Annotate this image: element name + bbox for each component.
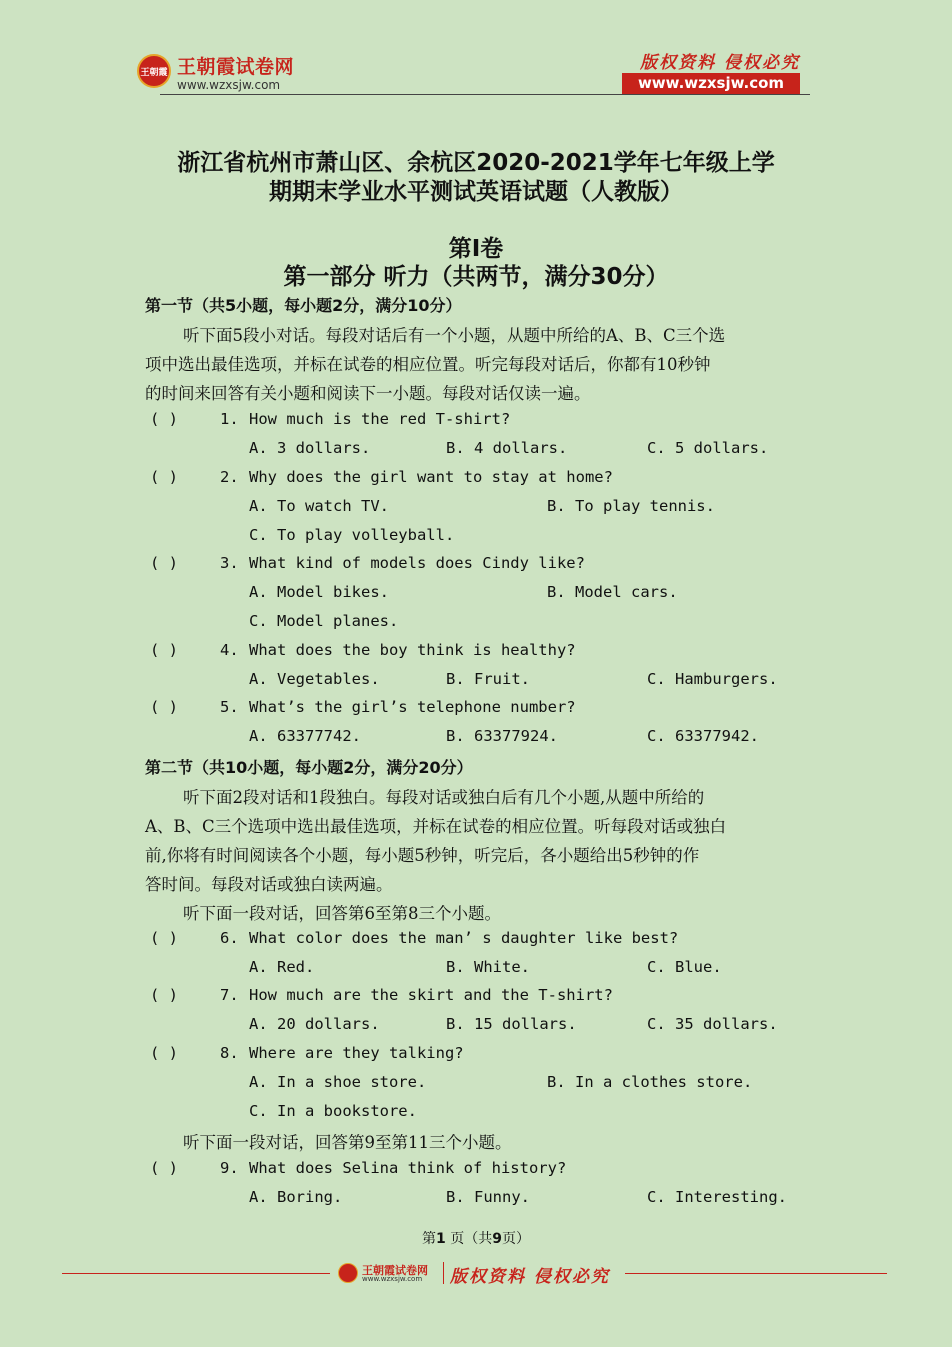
option-b[interactable]: B. 4 dollars.: [446, 439, 568, 457]
brand-url: www.wzxsjw.com: [177, 78, 281, 92]
option-b[interactable]: B. Funny.: [446, 1188, 530, 1206]
section2-intro-line: 听下面2段对话和1段独白。每段对话或独白后有几个小题,从题中所给的: [183, 788, 705, 807]
seal-icon: 王朝霞: [137, 54, 171, 88]
question-text: What’s the girl’s telephone number?: [249, 698, 576, 716]
question-number: 7.: [220, 986, 239, 1004]
section1-intro-line: 项中选出最佳选项，并标在试卷的相应位置。听完每段对话后，你都有10秒钟: [145, 355, 711, 374]
section2-intro-line: A、B、C三个选项中选出最佳选项，并标在试卷的相应位置。听每段对话或独白: [145, 817, 727, 836]
section1-intro-line: 的时间来回答有关小题和阅读下一小题。每段对话仅读一遍。: [145, 384, 591, 403]
section1-heading: 第一节（共5小题，每小题2分，满分10分）: [145, 296, 462, 315]
question-text: Where are they talking?: [249, 1044, 464, 1062]
header-url-badge[interactable]: www.wzxsjw.com: [622, 73, 800, 94]
question-text: What kind of models does Cindy like?: [249, 554, 585, 572]
answer-blank[interactable]: ( ): [150, 468, 178, 486]
footer-brand: 王朝霞试卷网: [362, 1264, 428, 1277]
footer-slogan: 版权资料 侵权必究: [450, 1267, 610, 1287]
question-number: 5.: [220, 698, 239, 716]
option-b[interactable]: B. To play tennis.: [547, 497, 715, 515]
question-number: 2.: [220, 468, 239, 486]
answer-blank[interactable]: ( ): [150, 698, 178, 716]
option-c[interactable]: C. Blue.: [647, 958, 722, 976]
header-divider: [160, 94, 810, 95]
option-a[interactable]: A. 20 dollars.: [249, 1015, 380, 1033]
option-c[interactable]: C. Hamburgers.: [647, 670, 778, 688]
footer-separator: [443, 1262, 444, 1284]
header-slogan-box: [620, 48, 800, 73]
option-a[interactable]: A. To watch TV.: [249, 497, 389, 515]
option-b[interactable]: B. White.: [446, 958, 530, 976]
option-b[interactable]: B. 15 dollars.: [446, 1015, 577, 1033]
option-b[interactable]: B. 63377924.: [446, 727, 558, 745]
question-number: 1.: [220, 410, 239, 428]
option-a[interactable]: A. Boring.: [249, 1188, 343, 1206]
question-text: What does the boy think is healthy?: [249, 641, 576, 659]
exam-title-line1: 浙江省杭州市萧山区、余杭区2020-2021学年七年级上学: [177, 150, 775, 176]
header-slogan: 版权资料 侵权必究: [640, 53, 800, 73]
answer-blank[interactable]: ( ): [150, 1044, 178, 1062]
question-number: 4.: [220, 641, 239, 659]
page-number: 第1 页（共9页）: [422, 1231, 530, 1247]
option-c[interactable]: C. To play volleyball.: [249, 526, 455, 544]
option-c[interactable]: C. 5 dollars.: [647, 439, 769, 457]
option-a[interactable]: A. Red.: [249, 958, 315, 976]
section2-heading: 第二节（共10小题，每小题2分，满分20分）: [145, 758, 473, 777]
question-text: What does Selina think of history?: [249, 1159, 567, 1177]
question-text: How much is the red T-shirt?: [249, 410, 511, 428]
section1-intro-line: 听下面5段小对话。每段对话后有一个小题，从题中所给的A、B、C三个选: [183, 326, 726, 345]
section2-intro-line: 答时间。每段对话或独白读两遍。: [145, 875, 393, 894]
answer-blank[interactable]: ( ): [150, 410, 178, 428]
brand-name: 王朝霞试卷网: [177, 56, 295, 78]
question-number: 6.: [220, 929, 239, 947]
option-c[interactable]: C. Interesting.: [647, 1188, 787, 1206]
answer-blank[interactable]: ( ): [150, 986, 178, 1004]
option-c[interactable]: C. In a bookstore.: [249, 1102, 417, 1120]
option-c[interactable]: C. Model planes.: [249, 612, 399, 630]
option-b[interactable]: B. Model cars.: [547, 583, 678, 601]
question-number: 8.: [220, 1044, 239, 1062]
question-text: What color does the man’ s daughter like best?: [249, 929, 679, 947]
option-b[interactable]: B. Fruit.: [446, 670, 530, 688]
answer-blank[interactable]: ( ): [150, 554, 178, 572]
answer-blank[interactable]: ( ): [150, 929, 178, 947]
footer-logo[interactable]: [338, 1262, 438, 1286]
dialog-intro: 听下面一段对话，回答第9至第11三个小题。: [183, 1133, 512, 1152]
question-text: Why does the girl want to stay at home?: [249, 468, 613, 486]
question-text: How much are the skirt and the T-shirt?: [249, 986, 613, 1004]
footer-divider-left: [62, 1273, 330, 1274]
dialog-intro: 听下面一段对话，回答第6至第8三个小题。: [183, 904, 501, 923]
option-b[interactable]: B. In a clothes store.: [547, 1073, 753, 1091]
part-title: 第一部分 听力（共两节，满分30分）: [283, 264, 669, 290]
option-c[interactable]: C. 63377942.: [647, 727, 759, 745]
option-a[interactable]: A. In a shoe store.: [249, 1073, 427, 1091]
question-number: 3.: [220, 554, 239, 572]
answer-blank[interactable]: ( ): [150, 641, 178, 659]
footer-divider-right: [625, 1273, 887, 1274]
option-a[interactable]: A. 63377742.: [249, 727, 361, 745]
footer-brand-url: www.wzxsjw.com: [362, 1275, 423, 1283]
option-a[interactable]: A. Model bikes.: [249, 583, 389, 601]
answer-blank[interactable]: ( ): [150, 1159, 178, 1177]
section2-intro-line: 前,你将有时间阅读各个小题，每小题5秒钟，听完后，各小题给出5秒钟的作: [145, 846, 700, 865]
option-a[interactable]: A. Vegetables.: [249, 670, 380, 688]
option-a[interactable]: A. 3 dollars.: [249, 439, 371, 457]
exam-title-line2: 期期末学业水平测试英语试题（人教版）: [269, 179, 683, 205]
header-logo[interactable]: [137, 52, 307, 94]
question-number: 9.: [220, 1159, 239, 1177]
seal-icon: [338, 1263, 358, 1283]
option-c[interactable]: C. 35 dollars.: [647, 1015, 778, 1033]
volume-title: 第Ⅰ卷: [448, 236, 504, 262]
